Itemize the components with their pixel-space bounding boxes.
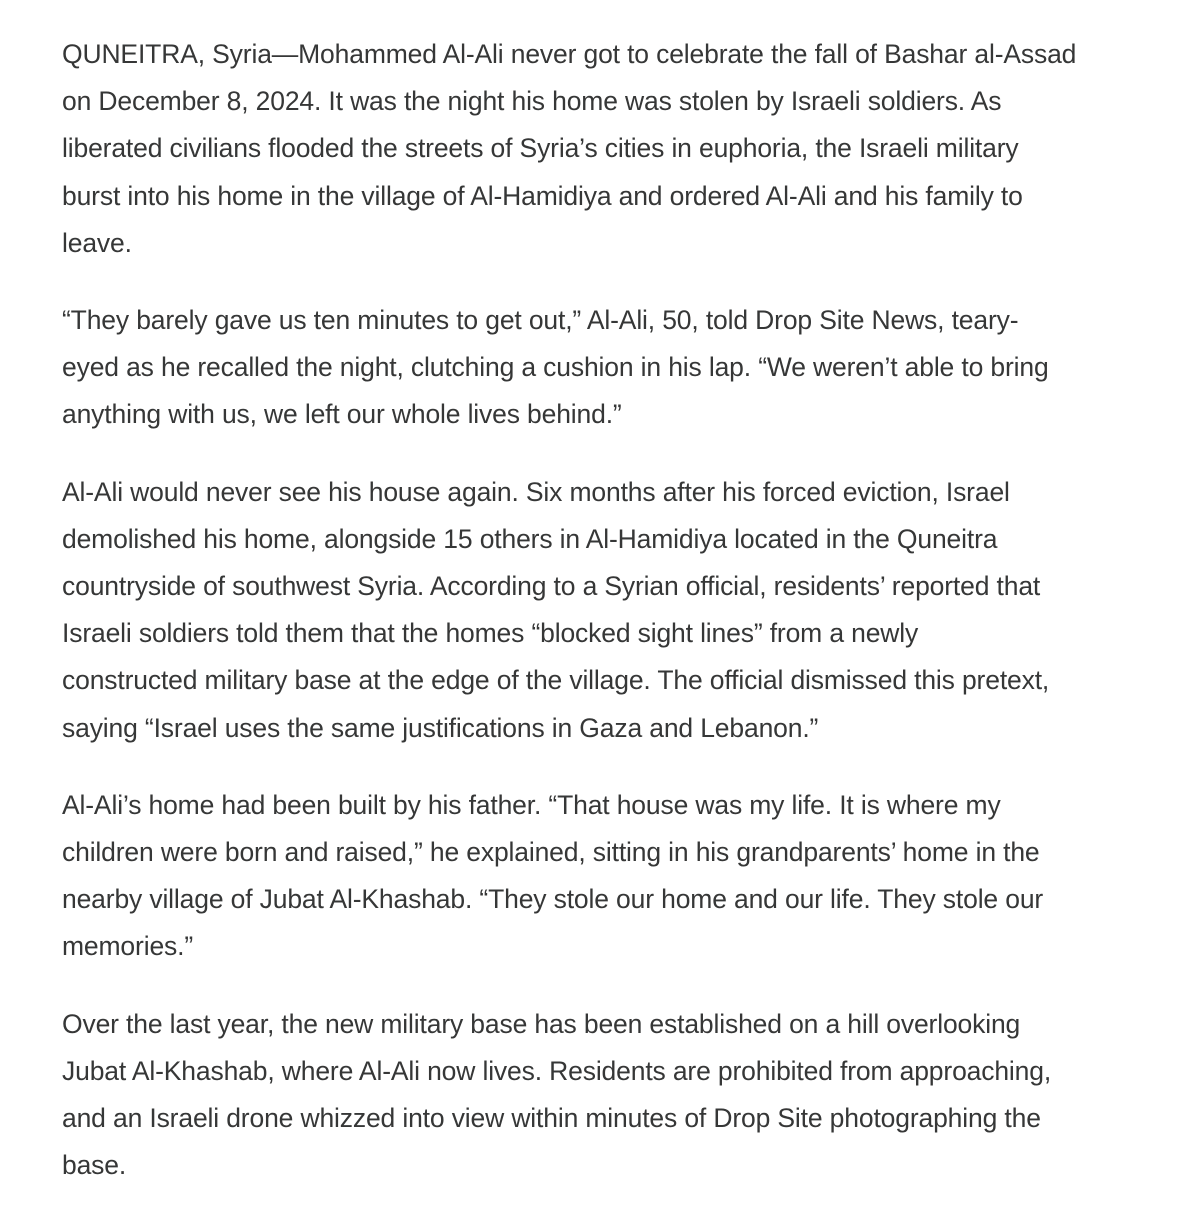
article-body — [62, 31, 1200, 1219]
paragraph-3: Al-Ali would never see his house again. Six months after his forced eviction, Israel demolished his home, alongside 15 others in Al-Hamidiya located in the Quneitra countryside of southwest Syria. According to a Syrian official, residents’ reported that Israeli soldiers told them that the homes “blocked sight lines” from a newly constructed military base at the edge of the village. The official dismissed this pretext, saying “Israel uses the same justifications in Gaza and Lebanon.” — [62, 476, 1050, 743]
paragraph-2: “They barely gave us ten minutes to get out,” Al-Ali, 50, told Drop Site News, teary- eyed as he recalled the night, clutching a cushion in his lap. “We weren’t able to bring anything with us, we left our whole lives behind.” — [62, 305, 1049, 430]
paragraph-1: QUNEITRA, Syria—Mohammed Al-Ali never got to celebrate the fall of Bashar al-Assad on December 8, 2024. It was the night his home was stolen by Israeli soldiers. As liberated civilians flooded the streets of Syria’s cities in euphoria, the Israeli military burst into his home in the village of Al-Hamidiya and ordered Al-Ali and his family to leave. — [62, 39, 1077, 258]
paragraph-4: Al-Ali’s home had been built by his father. “That house was my life. It is where my children were born and raised,” he explained, sitting in his grandparents’ home in the nearby village of Jubat Al-Khashab. “They stole our home and our life. They stole our memories.” — [62, 789, 1044, 962]
paragraph-5: Over the last year, the new military base has been established on a hill overlooking Jubat Al-Khashab, where Al-Ali now lives. Residents are prohibited from approaching, and an Israeli drone whizzed into view within minutes of Drop Site photographing the base. — [62, 1008, 1052, 1181]
